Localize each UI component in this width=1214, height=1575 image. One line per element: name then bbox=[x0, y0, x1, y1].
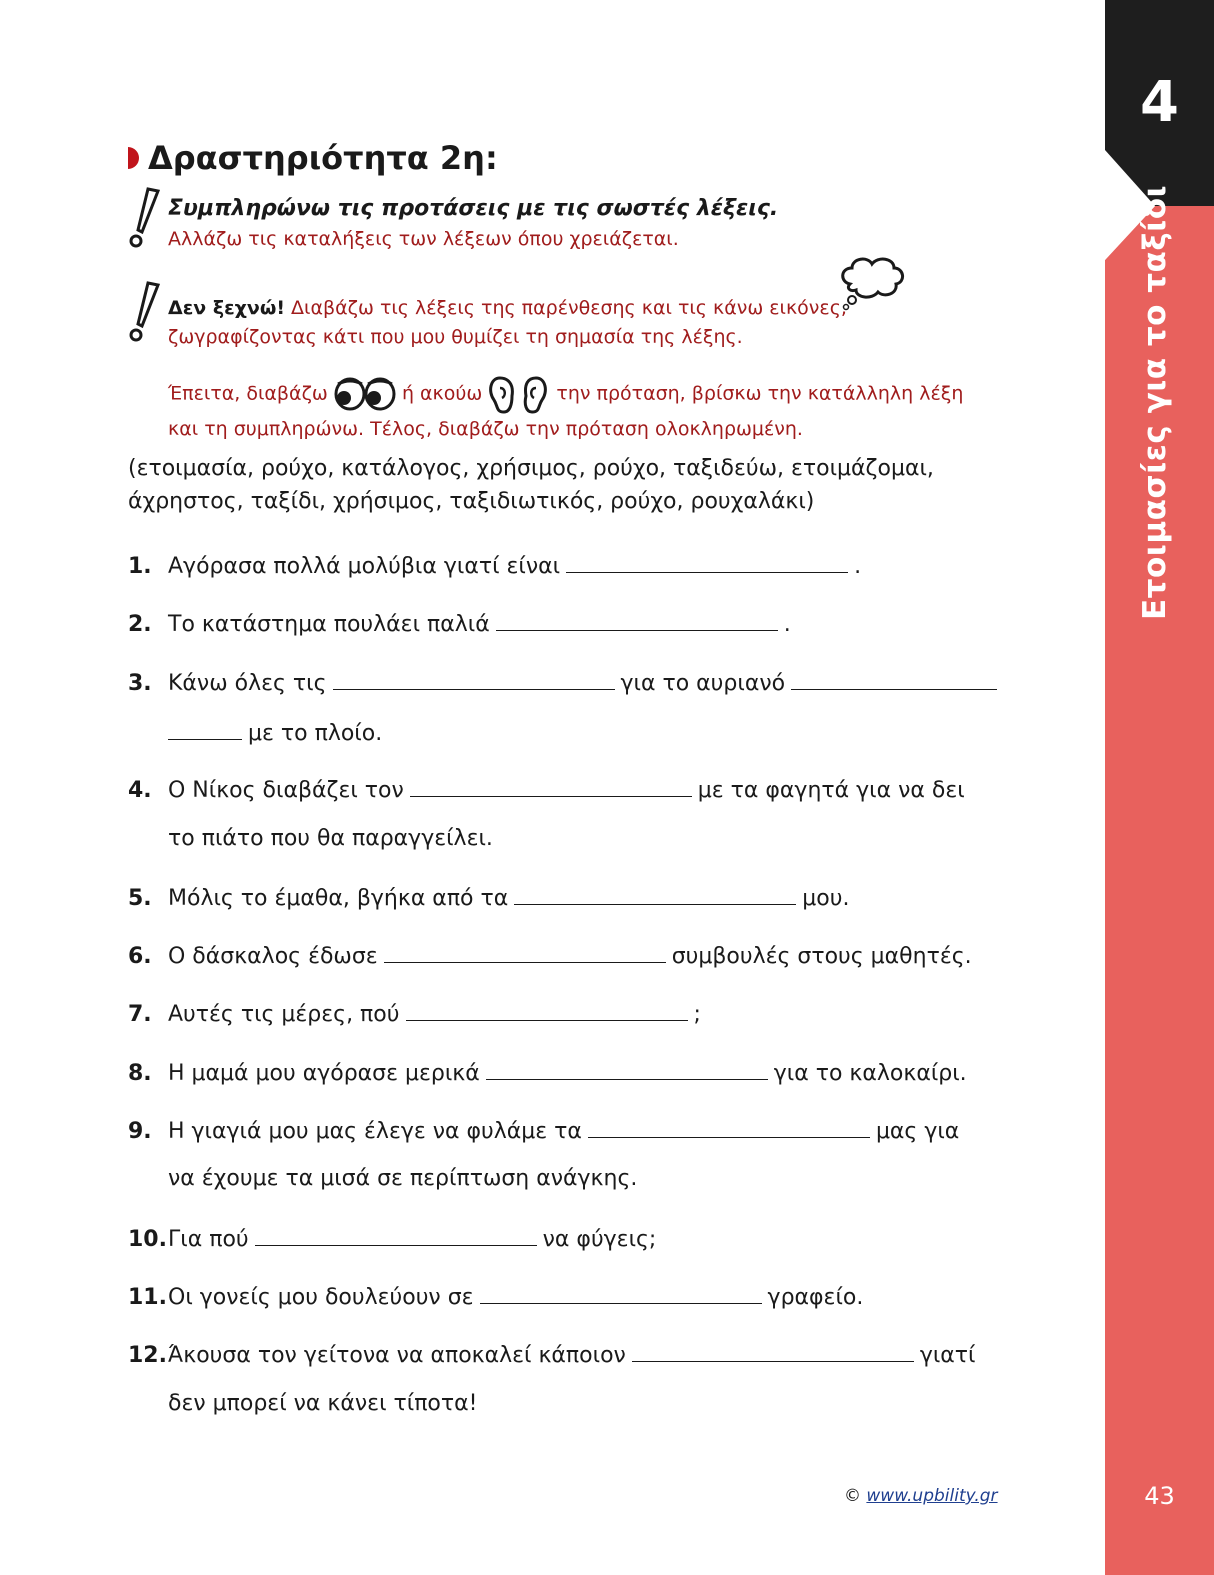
answer-blank[interactable] bbox=[486, 1059, 768, 1080]
question-number: 9. bbox=[128, 1119, 152, 1144]
question-text: Ο Νίκος διαβάζει τον bbox=[168, 778, 404, 803]
question-12 bbox=[128, 1341, 976, 1368]
question-text-end: γραφείο. bbox=[767, 1285, 864, 1310]
exclamation-icon bbox=[128, 186, 162, 250]
question-4-continuation: το πιάτο που θα παραγγείλει. bbox=[168, 826, 493, 851]
question-text: Η γιαγιά μου μας έλεγε να φυλάμε τα bbox=[168, 1119, 582, 1144]
instruction-main: Συμπληρώνω τις προτάσεις με τις σωστές λέξεις. bbox=[168, 196, 779, 221]
question-number: 5. bbox=[128, 886, 152, 911]
question-text-end: συμβουλές στους μαθητές. bbox=[671, 944, 972, 969]
question-number: 11. bbox=[128, 1285, 167, 1310]
answer-blank[interactable] bbox=[566, 552, 848, 573]
question-text-mid: με τα φαγητά για να δει bbox=[697, 778, 965, 803]
question-8 bbox=[128, 1059, 967, 1086]
question-text-end: . bbox=[854, 554, 862, 579]
question-text-end: με το πλοίο. bbox=[248, 721, 383, 746]
note-text-2: ζωγραφίζοντας κάτι που μου θυμίζει τη σημασία της λέξης. bbox=[168, 326, 743, 348]
question-number: 10. bbox=[128, 1227, 167, 1252]
question-2 bbox=[128, 610, 791, 637]
question-7 bbox=[128, 1000, 701, 1027]
question-12-continuation: δεν μπορεί να κάνει τίποτα! bbox=[168, 1391, 478, 1416]
then-text-2: ή ακούω bbox=[401, 382, 483, 405]
question-number: 6. bbox=[128, 944, 152, 969]
question-text-end: . bbox=[783, 612, 791, 637]
question-text: Αυτές τις μέρες, πού bbox=[168, 1002, 400, 1027]
question-text: Ο δάσκαλος έδωσε bbox=[168, 944, 378, 969]
then-text-1: Έπειτα, διαβάζω bbox=[168, 382, 328, 405]
question-number: 1. bbox=[128, 554, 152, 579]
question-text-end: μου. bbox=[802, 886, 850, 911]
question-1 bbox=[128, 552, 861, 579]
answer-blank[interactable] bbox=[632, 1341, 914, 1362]
page-number: 43 bbox=[1144, 1482, 1175, 1510]
answer-blank-2[interactable] bbox=[791, 669, 997, 690]
question-number: 3. bbox=[128, 671, 152, 696]
word-list-line-2: άχρηστος, ταξίδι, χρήσιμος, ταξιδιωτικός, ρούχο, ρουχαλάκι) bbox=[128, 489, 815, 514]
answer-blank[interactable] bbox=[255, 1225, 537, 1246]
eyes-icon bbox=[334, 376, 396, 412]
question-6 bbox=[128, 942, 972, 969]
ears-icon bbox=[488, 374, 550, 414]
word-list bbox=[128, 452, 1028, 518]
then-text-3: την πρόταση, βρίσκω την κατάλληλη λέξη bbox=[556, 382, 964, 405]
website-link[interactable]: www.upbility.gr bbox=[866, 1486, 998, 1506]
question-text: Μόλις το έμαθα, βγήκα από τα bbox=[168, 886, 509, 911]
word-list-line-1: (ετοιμασία, ρούχο, κατάλογος, χρήσιμος, ρούχο, ταξιδεύω, ετοιμάζομαι, bbox=[128, 456, 934, 481]
exclamation-icon-2 bbox=[128, 280, 162, 344]
answer-blank[interactable] bbox=[333, 669, 615, 690]
question-text: Η μαμά μου αγόρασε μερικά bbox=[168, 1061, 480, 1086]
question-9-continuation: να έχουμε τα μισά σε περίπτωση ανάγκης. bbox=[168, 1166, 638, 1191]
note-block bbox=[168, 294, 847, 352]
answer-blank-2-cont[interactable] bbox=[168, 719, 242, 740]
question-number: 2. bbox=[128, 612, 152, 637]
answer-blank[interactable] bbox=[480, 1283, 762, 1304]
question-5 bbox=[128, 884, 849, 911]
answer-blank[interactable] bbox=[410, 776, 692, 797]
instruction-secondary: Αλλάζω τις καταλήξεις των λέξεων όπου χρειάζεται. bbox=[168, 228, 679, 250]
question-text-mid: για το αυριανό bbox=[620, 671, 786, 696]
chapter-title: Ετοιμασίες για το ταξίδι bbox=[1137, 184, 1173, 620]
chapter-number: 4 bbox=[1140, 70, 1179, 135]
answer-blank[interactable] bbox=[588, 1117, 870, 1138]
question-text-end: για το καλοκαίρι. bbox=[773, 1061, 967, 1086]
copyright-symbol: © bbox=[844, 1486, 861, 1506]
question-number: 8. bbox=[128, 1061, 152, 1086]
question-10 bbox=[128, 1225, 656, 1252]
question-text: Άκουσα τον γείτονα να αποκαλεί κάποιον bbox=[168, 1343, 626, 1368]
question-text: Το κατάστημα πουλάει παλιά bbox=[168, 612, 490, 637]
bullet-icon bbox=[128, 147, 139, 169]
answer-blank[interactable] bbox=[514, 884, 796, 905]
answer-blank[interactable] bbox=[384, 942, 666, 963]
question-text: Κάνω όλες τις bbox=[168, 671, 327, 696]
then-text-4: και τη συμπληρώνω. Τέλος, διαβάζω την πρόταση ολοκληρωμένη. bbox=[168, 418, 803, 440]
question-text-end: ; bbox=[693, 1002, 701, 1027]
question-text: Αγόρασα πολλά μολύβια γιατί είναι bbox=[168, 554, 561, 579]
question-4 bbox=[128, 776, 965, 803]
note-text-1: Διαβάζω τις λέξεις της παρένθεσης και τις κάνω εικόνες, bbox=[285, 297, 847, 319]
question-text: Για πού bbox=[168, 1227, 249, 1252]
question-text-mid: μας για bbox=[875, 1119, 960, 1144]
question-9 bbox=[128, 1117, 959, 1144]
question-3-continuation bbox=[168, 719, 382, 746]
copyright bbox=[844, 1486, 998, 1506]
question-number: 12. bbox=[128, 1343, 167, 1368]
then-block bbox=[168, 374, 963, 444]
question-text: Οι γονείς μου δουλεύουν σε bbox=[168, 1285, 474, 1310]
activity-title: Δραστηριότητα 2η: bbox=[128, 139, 498, 177]
question-number: 4. bbox=[128, 778, 152, 803]
question-number: 7. bbox=[128, 1002, 152, 1027]
question-11 bbox=[128, 1283, 863, 1310]
question-3 bbox=[128, 669, 1003, 696]
answer-blank[interactable] bbox=[406, 1000, 688, 1021]
question-text-mid: γιατί bbox=[919, 1343, 976, 1368]
note-label: Δεν ξεχνώ! bbox=[168, 297, 286, 319]
question-text-end: να φύγεις; bbox=[542, 1227, 657, 1252]
answer-blank[interactable] bbox=[496, 610, 778, 631]
